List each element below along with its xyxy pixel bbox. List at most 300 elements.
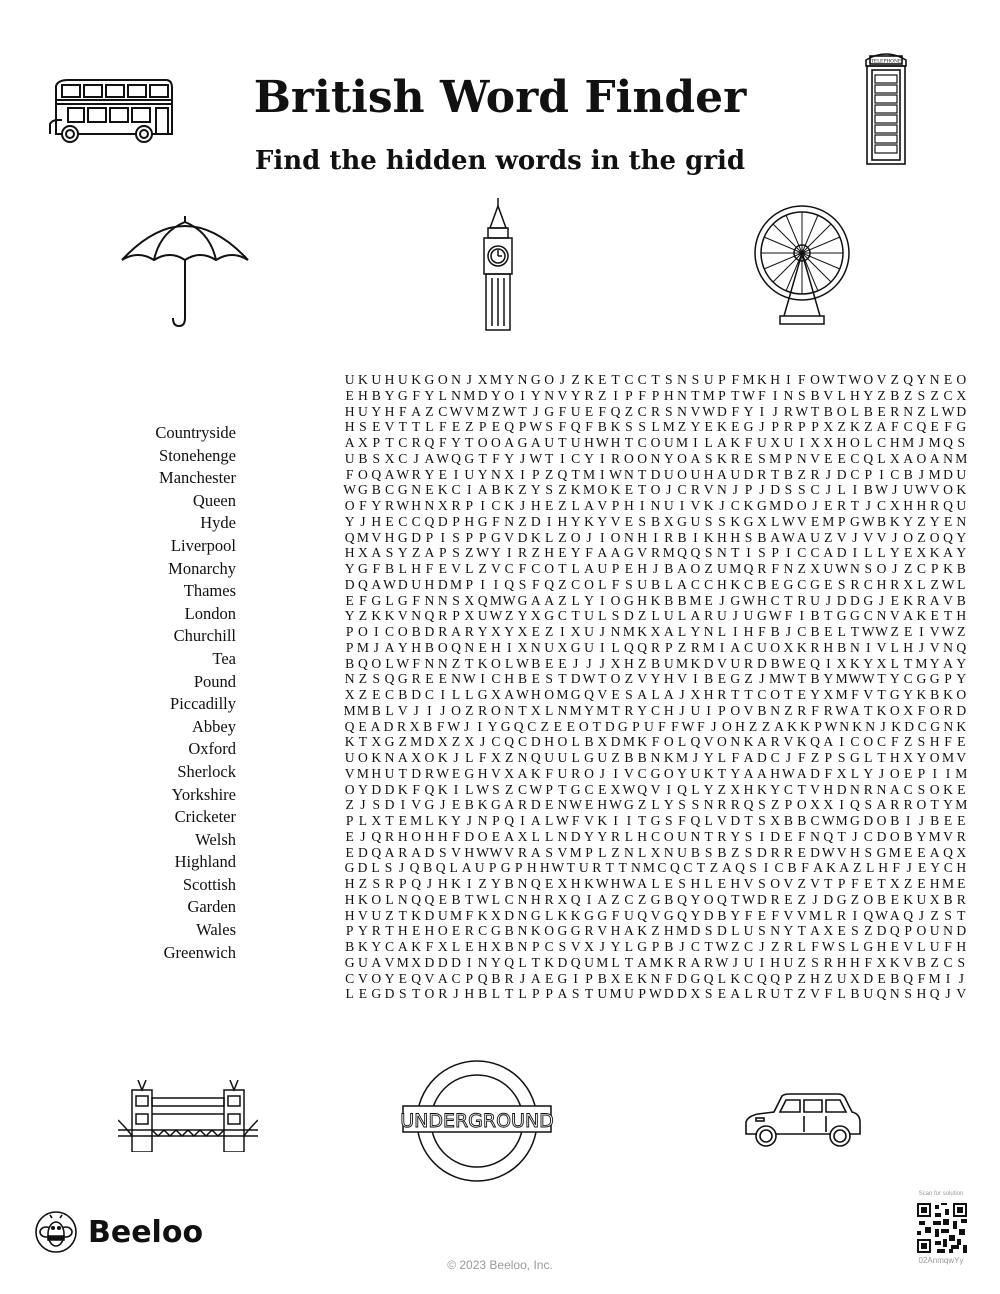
grid-cell: E [890, 891, 899, 907]
grid-cell: G [371, 986, 382, 1002]
grid-cell: P [425, 529, 434, 545]
grid-cell: P [837, 876, 846, 891]
grid-cell: P [811, 419, 819, 435]
grid-cell: S [545, 844, 553, 860]
grid-cell: R [810, 466, 820, 482]
grid-cell: G [850, 750, 860, 765]
grid-cell: I [799, 608, 804, 624]
grid-cell: K [690, 655, 701, 671]
grid-cell: J [440, 797, 446, 813]
grid-cell: R [757, 986, 767, 1002]
grid-cell: B [677, 592, 687, 608]
grid-cell: J [892, 529, 898, 545]
grid-cell: E [704, 592, 713, 608]
grid-cell: R [571, 765, 581, 781]
grid-cell: O [424, 986, 435, 1002]
grid-cell: E [810, 513, 820, 529]
grid-cell: A [730, 986, 741, 1002]
grid-cell: H [384, 529, 395, 545]
grid-cell: F [891, 734, 899, 750]
grid-cell: B [385, 561, 395, 576]
grid-row [343, 703, 968, 719]
grid-cell: G [863, 939, 874, 954]
grid-cell: M [609, 986, 622, 1002]
grid-cell: S [784, 482, 793, 498]
grid-cell: L [957, 576, 966, 592]
grid-cell: U [544, 435, 555, 450]
grid-cell: T [398, 907, 407, 923]
grid-cell: X [690, 687, 701, 702]
grid-cell: T [605, 860, 614, 876]
grid-cell: K [610, 419, 621, 435]
grid-cell: F [425, 939, 434, 954]
grid-cell: O [722, 718, 732, 734]
grid-cell: H [836, 954, 847, 970]
grid-cell: Z [864, 419, 873, 435]
word-list-item: Welsh [195, 829, 236, 849]
grid-cell: I [453, 781, 459, 797]
grid-cell: T [717, 765, 727, 781]
grid-cell: P [345, 624, 354, 639]
grid-cell: Q [810, 655, 820, 671]
grid-cell: L [624, 939, 634, 954]
grid-cell: V [956, 750, 967, 765]
grid-cell: D [424, 954, 435, 970]
grid-cell: N [437, 592, 448, 608]
grid-cell: B [597, 419, 607, 435]
grid-cell: L [837, 387, 846, 403]
grid-cell: Z [558, 498, 567, 513]
grid-cell: H [570, 876, 581, 891]
grid-cell: E [717, 671, 727, 687]
grid-cell: T [850, 624, 860, 639]
grid-cell: I [905, 813, 911, 828]
grid-cell: B [650, 576, 661, 592]
grid-row [343, 451, 968, 467]
grid-cell: A [663, 624, 674, 639]
grid-cell: L [824, 907, 833, 923]
grid-cell: K [650, 592, 661, 608]
grid-cell: Z [677, 639, 687, 655]
grid-cell: O [358, 466, 368, 482]
grid-cell: K [717, 450, 727, 466]
grid-cell: K [850, 419, 860, 435]
grid-cell: Q [677, 907, 687, 923]
grid-cell: E [797, 655, 806, 671]
grid-cell: M [769, 498, 782, 513]
grid-cell: R [837, 907, 847, 923]
grid-cell: W [742, 387, 755, 403]
grid-cell: F [797, 828, 806, 844]
grid-cell: G [916, 671, 927, 687]
grid-cell: I [480, 498, 485, 513]
grid-cell: C [398, 450, 408, 466]
grid-cell: K [371, 608, 382, 624]
grid-cell: A [530, 435, 541, 450]
grid-cell: M [556, 687, 569, 702]
grid-cell: B [664, 891, 674, 907]
grid-cell: Z [784, 702, 793, 718]
grid-cell: R [517, 545, 528, 561]
grid-cell: P [625, 387, 633, 403]
grid-row [343, 971, 968, 987]
grid-cell: E [943, 372, 953, 387]
grid-cell: S [957, 435, 966, 450]
grid-cell: L [371, 860, 380, 876]
grid-cell: V [451, 561, 461, 576]
grid-cell: S [797, 387, 806, 403]
grid-cell: D [530, 797, 541, 813]
grid-cell: J [360, 828, 366, 844]
grid-cell: V [397, 608, 408, 624]
grid-cell: F [638, 387, 646, 403]
grid-cell: W [396, 655, 410, 671]
grid-cell: G [956, 419, 967, 435]
grid-cell: N [783, 387, 794, 403]
qr-code[interactable] [917, 1203, 967, 1253]
grid-cell: S [545, 482, 553, 498]
grid-cell: H [424, 828, 435, 844]
grid-cell: N [650, 498, 661, 513]
grid-cell: X [371, 734, 382, 750]
grid-cell: V [597, 923, 608, 939]
grid-cell: D [411, 687, 422, 702]
grid-cell: X [597, 734, 608, 750]
grid-cell: H [344, 876, 355, 891]
grid-cell: H [717, 576, 727, 592]
grid-cell: B [797, 813, 807, 828]
grid-cell: L [398, 561, 407, 576]
grid-cell: O [730, 702, 741, 718]
grid-cell: H [916, 498, 927, 513]
grid-cell: D [383, 718, 394, 734]
grid-cell: I [613, 765, 618, 781]
grid-cell: W [742, 592, 755, 608]
grid-cell: U [756, 435, 767, 450]
grid-cell: X [530, 702, 541, 718]
grid-cell: F [438, 419, 447, 435]
grid-cell: L [465, 750, 474, 765]
grid-cell: I [879, 466, 884, 482]
grid-cell: Y [477, 466, 488, 482]
grid-cell: B [637, 750, 647, 765]
grid-cell: E [624, 482, 634, 498]
grid-cell: G [371, 592, 382, 608]
grid-cell: Y [650, 671, 661, 687]
grid-cell: S [704, 844, 713, 860]
grid-cell: Y [916, 750, 927, 765]
grid-cell: O [956, 687, 967, 702]
grid-cell: L [544, 702, 554, 718]
grid-cell: A [774, 718, 784, 734]
grid-cell: O [584, 765, 594, 781]
grid-cell: J [599, 655, 605, 671]
grid-cell: Y [703, 781, 714, 797]
grid-cell: R [397, 718, 407, 734]
grid-cell: R [584, 923, 594, 939]
grid-cell: F [651, 734, 660, 750]
grid-cell: Z [465, 419, 474, 435]
grid-cell: W [821, 844, 835, 860]
grid-cell: K [943, 781, 953, 797]
grid-cell: B [650, 655, 661, 671]
grid-cell: W [742, 891, 755, 907]
grid-cell: Z [638, 891, 647, 907]
grid-cell: X [557, 876, 568, 891]
grid-cell: A [690, 608, 701, 624]
grid-cell: I [440, 529, 445, 545]
grid-cell: T [784, 592, 793, 608]
grid-cell: N [677, 403, 687, 419]
grid-cell: I [467, 482, 472, 498]
grid-cell: Y [504, 372, 515, 387]
grid-cell: V [943, 592, 953, 608]
grid-cell: T [638, 482, 647, 498]
grid-cell: W [941, 403, 955, 419]
grid-cell: B [903, 828, 913, 844]
grid-cell: S [385, 545, 394, 561]
grid-cell: D [703, 907, 714, 923]
grid-cell: I [639, 498, 645, 513]
word-list-item: Stonehenge [159, 445, 236, 465]
grid-cell: L [465, 561, 474, 576]
grid-cell: Q [956, 639, 967, 655]
grid-cell: J [759, 939, 765, 954]
word-list-item: Highland [174, 852, 236, 872]
grid-cell: R [438, 608, 448, 624]
grid-cell: T [611, 702, 620, 718]
grid-cell: W [529, 781, 543, 797]
grid-cell: F [811, 939, 819, 954]
grid-cell: V [703, 734, 714, 750]
grid-cell: I [480, 671, 485, 687]
grid-cell: M [702, 387, 715, 403]
grid-cell: N [903, 403, 914, 419]
grid-cell: U [743, 923, 754, 939]
grid-cell: Y [358, 781, 368, 797]
grid-cell: O [358, 750, 368, 765]
grid-cell: F [558, 419, 567, 435]
grid-cell: Y [823, 671, 834, 687]
grid-cell: O [717, 734, 727, 750]
grid-cell: N [557, 702, 568, 718]
grid-cell: X [730, 781, 741, 797]
grid-cell: F [731, 750, 740, 765]
grid-cell: I [919, 624, 924, 639]
grid-cell: R [810, 639, 820, 655]
grid-cell: A [810, 923, 820, 939]
grid-cell: T [465, 891, 474, 907]
grid-cell: V [810, 781, 820, 797]
grid-cell: J [599, 939, 605, 954]
grid-cell: D [756, 844, 767, 860]
grid-cell: E [425, 671, 434, 687]
grid-cell: T [624, 435, 634, 450]
grid-cell: F [731, 403, 740, 419]
grid-cell: L [677, 734, 687, 750]
grid-cell: T [696, 860, 706, 876]
grid-cell: E [491, 828, 501, 844]
grid-cell: T [731, 387, 740, 403]
grid-cell: V [637, 545, 648, 561]
grid-cell: C [571, 450, 581, 466]
grid-cell: V [876, 529, 887, 545]
grid-cell: Y [863, 655, 874, 671]
word-list-item: Cricketer [174, 807, 236, 827]
grid-cell: H [850, 844, 860, 860]
grid-cell: Z [903, 387, 913, 403]
grid-cell: H [730, 529, 741, 545]
grid-cell: M [676, 435, 689, 450]
grid-cell: P [545, 781, 553, 797]
grid-cell: B [704, 671, 714, 687]
grid-cell: Z [611, 891, 620, 907]
grid-cell: U [783, 435, 794, 450]
grid-cell: A [544, 592, 555, 608]
grid-cell: H [610, 435, 621, 450]
grid-cell: I [467, 954, 472, 970]
grid-cell: Y [584, 702, 594, 718]
grid-cell: W [702, 403, 716, 419]
grid-cell: L [837, 624, 846, 639]
grid-cell: O [836, 403, 847, 419]
grid-cell: F [412, 781, 420, 797]
grid-cell: E [544, 655, 554, 671]
grid-cell: X [504, 466, 515, 482]
grid-cell: P [611, 561, 620, 576]
grid-cell: Q [863, 907, 874, 923]
grid-cell: Z [518, 513, 527, 529]
grid-cell: X [836, 765, 847, 781]
grid-cell: B [876, 891, 887, 907]
grid-cell: M [356, 765, 369, 781]
grid-cell: W [462, 671, 476, 687]
grid-cell: N [464, 639, 475, 655]
grid-cell: K [826, 860, 836, 876]
grid-cell: R [823, 702, 833, 718]
grid-cell: K [530, 529, 541, 545]
grid-cell: D [344, 576, 355, 592]
grid-cell: V [677, 671, 687, 687]
grid-cell: W [436, 765, 450, 781]
grid-cell: F [797, 372, 806, 387]
grid-cell: Z [411, 545, 421, 561]
grid-cell: H [477, 765, 488, 781]
grid-cell: F [944, 419, 952, 435]
grid-cell: F [851, 687, 859, 702]
grid-cell: P [514, 860, 523, 876]
grid-cell: T [566, 860, 575, 876]
grid-cell: E [744, 450, 753, 466]
grid-cell: H [823, 781, 834, 797]
grid-cell: I [839, 734, 844, 750]
letter-grid [343, 372, 968, 1002]
grid-cell: H [539, 860, 550, 876]
grid-cell: Y [491, 876, 501, 891]
grid-cell: X [650, 844, 661, 860]
grid-cell: D [836, 781, 847, 797]
grid-cell: O [770, 876, 781, 891]
grid-cell: T [598, 671, 607, 687]
grid-cell: O [397, 624, 408, 639]
grid-cell: E [704, 419, 713, 435]
grid-cell: N [677, 372, 687, 387]
grid-cell: R [371, 923, 381, 939]
grid-cell: E [624, 513, 634, 529]
grid-cell: H [663, 671, 674, 687]
grid-cell: E [553, 718, 562, 734]
grid-cell: D [743, 466, 754, 482]
grid-cell: S [744, 529, 753, 545]
grid-cell: I [719, 639, 725, 655]
grid-cell: Z [624, 671, 634, 687]
grid-cell: A [637, 954, 648, 970]
grid-cell: G [358, 482, 368, 498]
grid-cell: C [584, 781, 594, 797]
grid-cell: A [584, 498, 594, 513]
grid-cell: T [624, 954, 634, 970]
grid-cell: A [796, 529, 807, 545]
grid-cell: C [491, 734, 501, 750]
page-subtitle: Find the hidden words in the grid [254, 146, 746, 176]
grid-cell: A [889, 781, 900, 797]
grid-cell: F [585, 419, 593, 435]
grid-cell: V [810, 450, 820, 466]
grid-cell: I [520, 466, 525, 482]
grid-cell: G [500, 860, 511, 876]
grid-cell: A [557, 986, 568, 1002]
grid-cell: C [438, 403, 448, 419]
grid-cell: N [384, 750, 395, 765]
grid-cell: C [863, 576, 873, 592]
grid-cell: D [810, 765, 820, 781]
grid-cell: E [584, 797, 594, 813]
grid-cell: G [876, 844, 887, 860]
grid-cell: R [690, 482, 700, 498]
grid-cell: G [756, 608, 767, 624]
grid-cell: Z [491, 403, 501, 419]
grid-cell: K [929, 545, 940, 561]
grid-cell: N [424, 498, 435, 513]
grid-cell: U [384, 765, 395, 781]
grid-cell: G [397, 671, 408, 687]
grid-cell: G [863, 592, 874, 608]
grid-cell: N [557, 797, 568, 813]
grid-cell: G [650, 765, 661, 781]
grid-cell: U [597, 750, 608, 765]
grid-cell: L [624, 828, 634, 844]
grid-cell: B [757, 576, 767, 592]
word-list-item: Liverpool [170, 535, 236, 555]
grid-cell: Y [730, 765, 741, 781]
grid-cell: J [719, 592, 725, 608]
grid-cell: U [929, 923, 940, 939]
grid-cell: A [876, 797, 887, 813]
grid-row [343, 876, 968, 892]
grid-cell: Y [663, 797, 674, 813]
grid-cell: S [917, 734, 926, 750]
grid-cell: E [837, 923, 846, 939]
grid-cell: I [839, 797, 844, 813]
grid-cell: G [783, 576, 794, 592]
grid-cell: H [730, 876, 741, 891]
grid-cell: I [586, 891, 592, 907]
big-ben-icon [478, 198, 518, 332]
grid-cell: S [864, 561, 872, 576]
grid-cell: T [558, 781, 567, 797]
grid-cell: T [824, 876, 833, 891]
grid-cell: J [945, 986, 951, 1002]
